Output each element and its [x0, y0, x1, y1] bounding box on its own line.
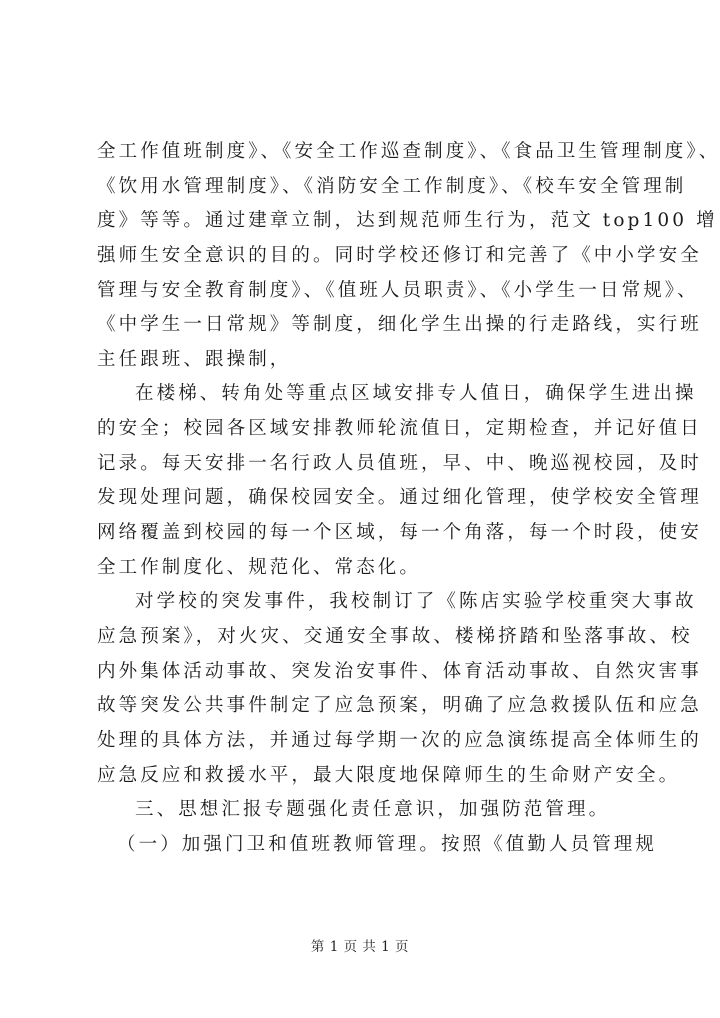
- text-line: 内外集体活动事故、突发治安事件、体育活动事故、自然灾害事: [97, 660, 702, 682]
- text-line: 全工作值班制度》、《安全工作巡查制度》、《食品卫生管理制度》、: [97, 141, 720, 162]
- text-line: 发现处理问题，确保校园安全。通过细化管理，使学校安全管理: [97, 487, 702, 509]
- paragraph-start-line: 对学校的突发事件，我校制订了《陈店实验学校重突大事故: [135, 591, 697, 613]
- text-line: 主任跟班、跟操制，: [97, 348, 292, 370]
- text-line: 强师生安全意识的目的。同时学校还修订和完善了《中小学安全: [97, 244, 702, 266]
- text-line: 网络覆盖到校园的每一个区域，每一个角落，每一个时段，使安: [97, 522, 702, 544]
- text-line: 应急预案》，对火灾、交通安全事故、楼梯挤踏和坠落事故、校: [97, 625, 693, 647]
- text-line: 故等突发公共事件制定了应急预案，明确了应急救援队伍和应急: [97, 695, 702, 717]
- document-body: [97, 135, 720, 862]
- text-line: 《中学生一日常规》等制度，细化学生出操的行走路线，实行班: [97, 314, 702, 336]
- text-line: 应急反应和救援水平，最大限度地保障师生的生命财产安全。: [97, 764, 681, 786]
- page-number-footer: 第 1 页 共 1 页: [310, 939, 410, 955]
- paragraph-start-line: 在楼梯、转角处等重点区域安排专人值日，确保学生进出操: [135, 383, 697, 405]
- text-line: 全工作制度化、规范化、常态化。: [97, 556, 422, 578]
- text-line: 度》等等。通过建章立制，达到规范师生行为，范文 top100 增: [97, 210, 718, 232]
- text-line: 的安全；校园各区域安排教师轮流值日，定期检查，并记好值日: [97, 418, 702, 440]
- text-line: 《饮用水管理制度》、《消防安全工作制度》、《校车安全管理制: [97, 175, 687, 197]
- text-line: 记录。每天安排一名行政人员值班，早、中、晚巡视校园，及时: [97, 452, 702, 474]
- subsection-start-line: （一）加强门卫和值班教师管理。按照《值勤人员管理规: [117, 833, 658, 855]
- text-line: 管理与安全教育制度》、《值班人员职责》、《小学生一日常规》、: [97, 279, 699, 301]
- section-heading: 三、思想汇报专题强化责任意识，加强防范管理。: [135, 799, 611, 821]
- text-line: 处理的具体方法，并通过每学期一次的应急演练提高全体师生的: [97, 729, 702, 751]
